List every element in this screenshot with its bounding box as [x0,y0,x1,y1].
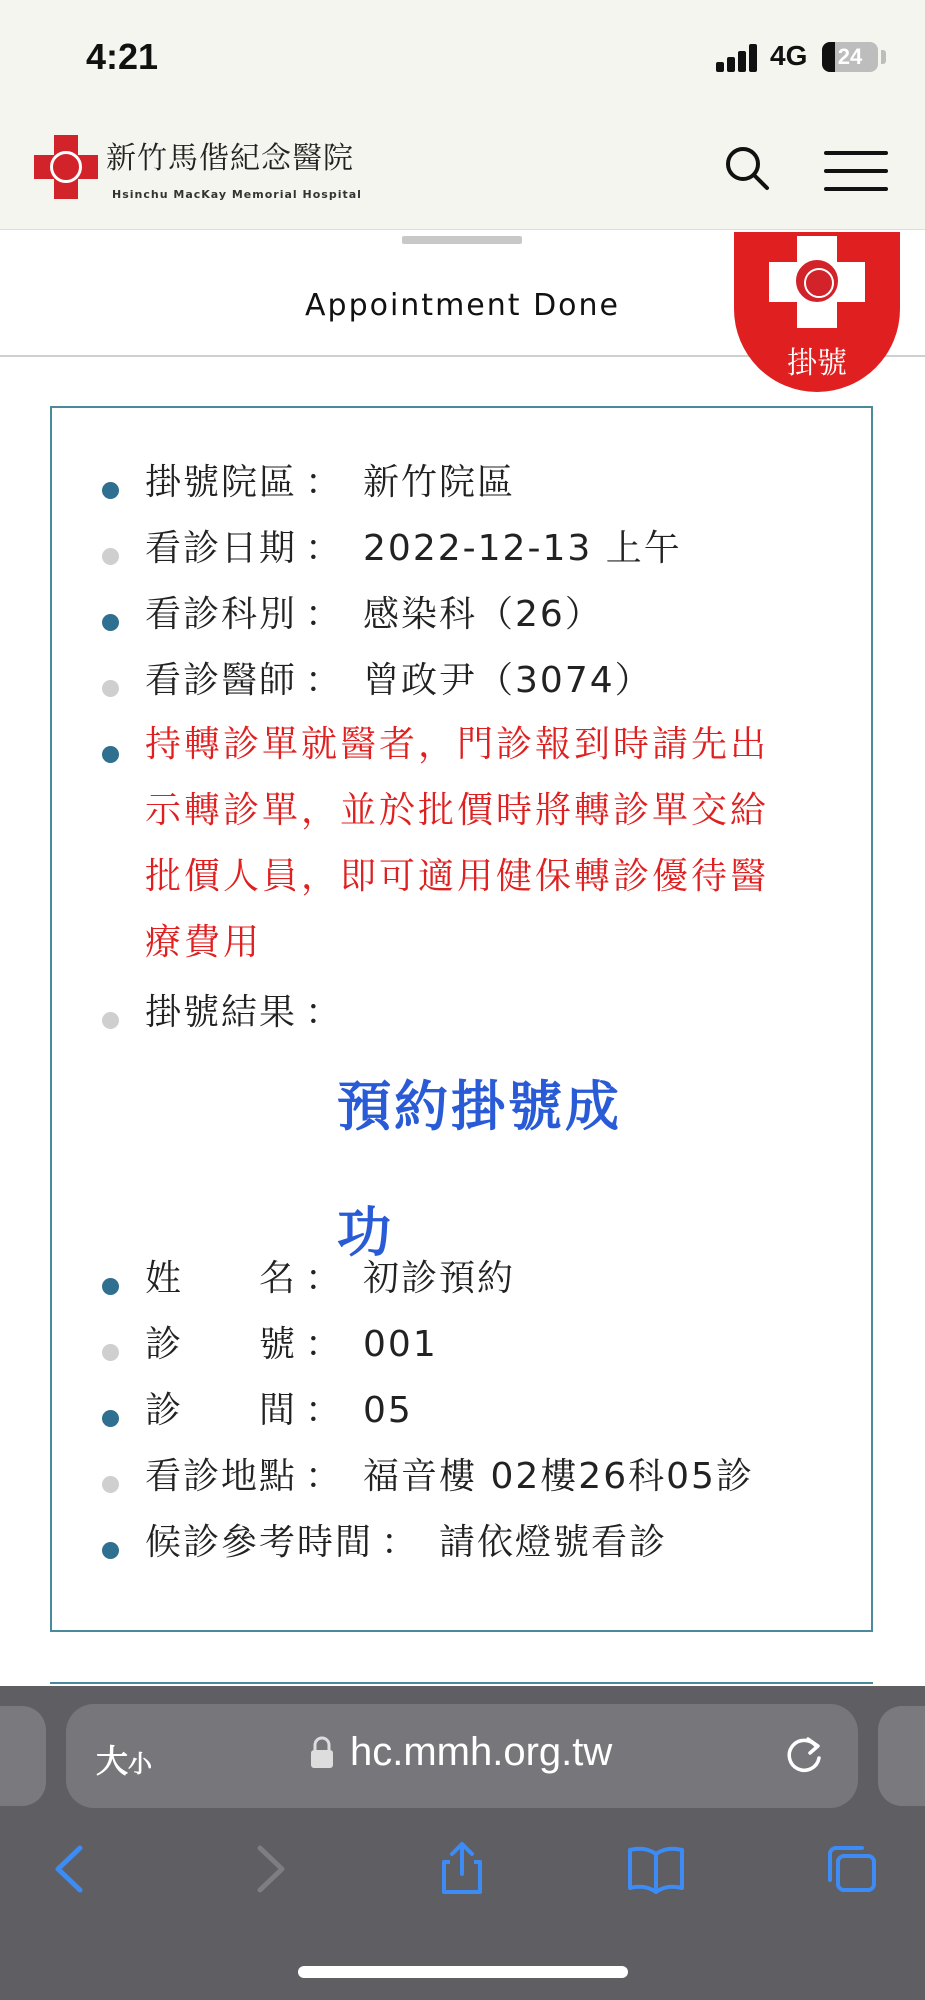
detail-separator: ： [305,1324,344,1365]
bullet [102,1278,119,1295]
detail-value: 感染科（26） [363,594,603,635]
bullet [102,548,119,565]
url-text[interactable]: hc.mmh.org.tw [350,1730,613,1774]
next-section-edge [50,1682,873,1684]
detail-value: 福音樓 02樓26科05診 [363,1456,754,1497]
detail-separator: ： [305,1390,344,1431]
bullet [102,1344,119,1361]
hospital-name-zh[interactable]: 新竹馬偕紀念醫院 [106,141,354,176]
detail-label: 診 間 [145,1390,298,1431]
battery-level: 24 [837,44,863,69]
battery-icon [822,42,878,72]
address-bar[interactable] [66,1704,858,1808]
bookmarks-icon[interactable] [626,1842,686,1896]
detail-label: 看診醫師 [145,660,298,701]
detail-separator: ： [381,1522,420,1563]
detail-value: 05 [363,1390,413,1431]
detail-value: 請依燈號看診 [439,1522,668,1563]
previous-tab-preview[interactable] [0,1706,46,1806]
detail-separator: ： [305,1258,344,1299]
detail-label: 看診地點 [145,1456,298,1497]
site-header [0,115,925,230]
bullet [102,482,119,499]
bullet [102,1476,119,1493]
tabs-icon[interactable] [822,1842,882,1896]
battery-tip [881,50,886,64]
search-icon[interactable] [724,145,770,191]
bullet [102,1410,119,1427]
registration-result: 預約掛號成功 [337,1075,622,1264]
detail-separator: ： [305,462,344,503]
forward-icon[interactable] [240,1842,300,1896]
detail-separator: ： [305,992,344,1033]
detail-separator: ： [305,528,344,569]
detail-label: 看診科別 [145,594,298,635]
detail-label: 看診日期 [145,528,298,569]
hospital-name-en: Hsinchu MacKay Memorial Hospital [112,188,362,201]
detail-label: 掛號院區 [145,462,298,503]
text-size-large: 大 [96,1742,129,1780]
status-bar [0,0,925,115]
detail-value: 001 [363,1324,438,1365]
detail-value: 曾政尹（3074） [363,660,653,701]
detail-value: 2022-12-13 上午 [363,528,682,569]
detail-value: 新竹院區 [363,462,516,503]
sheet-handle[interactable] [402,236,522,244]
bullet [102,680,119,697]
text-size-small: 小 [128,1750,153,1778]
register-button-label: 掛號 [787,346,847,381]
home-indicator[interactable] [298,1966,628,1978]
register-button[interactable] [734,232,900,392]
detail-label: 姓 名 [145,1258,298,1299]
bullet [102,614,119,631]
bullet [102,746,119,763]
bullet [102,1012,119,1029]
share-icon[interactable] [432,1842,492,1896]
page-title: Appointment Done [305,288,620,323]
detail-label: 候診參考時間 [145,1522,374,1563]
text-size-button[interactable] [96,1736,152,1782]
signal-icon [716,44,760,72]
detail-separator: ： [305,1456,344,1497]
detail-label: 診 號 [145,1324,298,1365]
network-type: 4G [770,40,808,71]
appointment-details-box [50,406,873,1632]
detail-separator: ： [305,594,344,635]
detail-separator: ： [305,660,344,701]
hospital-logo-icon[interactable] [34,135,98,199]
hospital-emblem-icon [792,256,842,306]
next-tab-preview[interactable] [878,1706,925,1806]
lock-icon [310,1736,334,1770]
reload-icon[interactable] [782,1734,826,1778]
detail-value: 初診預約 [363,1258,516,1299]
bullet [102,1542,119,1559]
detail-label: 掛號結果 [145,992,298,1033]
status-time: 4:21 [86,36,159,77]
menu-icon[interactable] [824,151,888,191]
referral-note: 持轉診單就醫者，門診報到時請先出示轉診單，並於批價時將轉診單交給批價人員，即可適用健保轉診優待醫療費用 [145,724,770,963]
back-icon[interactable] [40,1842,100,1896]
